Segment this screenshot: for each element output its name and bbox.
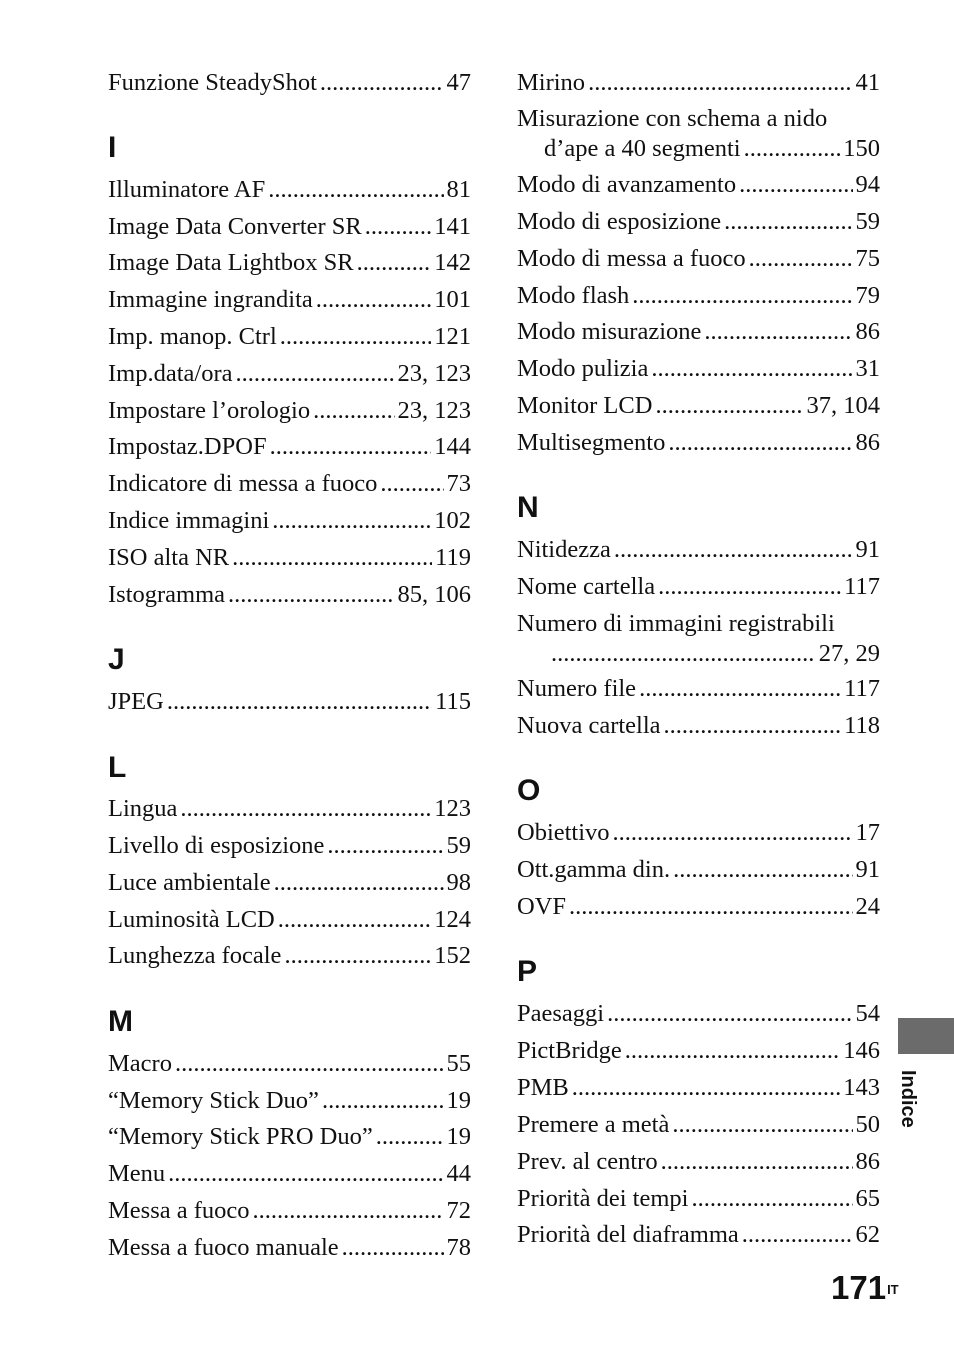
leader-dots — [551, 639, 816, 669]
index-pages: 144 — [434, 433, 471, 460]
leader-dots — [167, 687, 432, 717]
index-pages: 44 — [446, 1160, 471, 1187]
leader-dots — [236, 359, 395, 389]
leader-dots — [357, 248, 432, 278]
index-term: Nitidezza — [517, 536, 611, 563]
index-entry — [108, 359, 471, 389]
index-term: “Memory Stick PRO Duo” — [108, 1123, 373, 1150]
index-term: Premere a metà — [517, 1111, 670, 1138]
index-pages: 101 — [434, 286, 471, 313]
index-entry — [517, 244, 880, 274]
index-term: Modo di messa a fuoco — [517, 245, 746, 272]
index-entry — [517, 818, 880, 848]
leader-dots — [658, 572, 841, 602]
index-term: Immagine ingrandita — [108, 286, 313, 313]
leader-dots — [744, 134, 841, 164]
index-entry — [108, 1196, 471, 1226]
leader-dots — [742, 1220, 853, 1250]
index-term: Illuminatore AF — [108, 176, 266, 203]
index-pages: 102 — [434, 507, 471, 534]
leader-dots — [232, 543, 432, 573]
index-term: Paesaggi — [517, 1000, 605, 1027]
index-pages: 17 — [855, 819, 880, 846]
index-entry — [108, 212, 471, 242]
index-pages: 118 — [844, 712, 880, 739]
index-pages: 50 — [855, 1111, 880, 1138]
index-term: Image Data Lightbox SR — [108, 249, 354, 276]
index-term: Messa a fuoco manuale — [108, 1234, 339, 1261]
index-pages: 41 — [855, 69, 880, 96]
index-term: Livello di esposizione — [108, 832, 325, 859]
index-pages: 72 — [446, 1197, 471, 1224]
section-letter-i: I — [108, 131, 117, 164]
index-entry — [517, 391, 880, 421]
index-term: JPEG — [108, 688, 164, 715]
index-entry — [108, 1159, 471, 1189]
index-term: ISO alta NR — [108, 544, 230, 571]
side-section-label: Indice — [897, 1070, 919, 1128]
index-pages: 59 — [446, 832, 471, 859]
section-letter-p: P — [517, 955, 538, 988]
index-entry — [517, 317, 880, 347]
index-entry — [517, 1110, 880, 1140]
index-term: Priorità dei tempi — [517, 1185, 689, 1212]
index-entry — [108, 794, 471, 824]
index-term: Funzione SteadyShot — [108, 69, 317, 96]
leader-dots — [313, 396, 394, 426]
index-entry — [108, 248, 471, 278]
leader-dots — [280, 322, 431, 352]
index-term: Impostare l’orologio — [108, 397, 311, 424]
index-pages: 75 — [855, 245, 880, 272]
index-entry — [517, 281, 880, 311]
index-entry — [517, 354, 880, 384]
leader-dots — [268, 175, 443, 205]
index-entry — [517, 892, 880, 922]
index-pages: 24 — [855, 893, 880, 920]
index-pages: 37, 104 — [806, 392, 880, 419]
index-term: “Memory Stick Duo” — [108, 1087, 319, 1114]
index-entry — [108, 1122, 471, 1152]
index-term: Nuova cartella — [517, 712, 661, 739]
index-entry — [108, 432, 471, 462]
leader-dots — [613, 818, 853, 848]
index-term: OVF — [517, 893, 567, 920]
index-term: Modo pulizia — [517, 355, 649, 382]
index-pages: 62 — [855, 1221, 880, 1248]
index-entry — [517, 674, 880, 704]
index-pages: 94 — [855, 171, 880, 198]
index-pages: 91 — [855, 536, 880, 563]
index-pages: 59 — [855, 208, 880, 235]
index-entry — [517, 711, 880, 741]
section-letter-j: J — [108, 643, 125, 676]
index-term: Obiettivo — [517, 819, 610, 846]
index-entry — [517, 999, 880, 1029]
index-entry — [108, 905, 471, 935]
index-pages: 117 — [844, 675, 880, 702]
section-letter-l: L — [108, 751, 127, 784]
leader-dots — [342, 1233, 444, 1263]
index-term: Prev. al centro — [517, 1148, 658, 1175]
index-term: Priorità del diaframma — [517, 1221, 739, 1248]
index-entry — [108, 868, 471, 898]
index-term: Modo flash — [517, 282, 630, 309]
index-term: PictBridge — [517, 1037, 622, 1064]
index-pages: 117 — [844, 573, 880, 600]
index-entry — [108, 175, 471, 205]
index-term: Lunghezza focale — [108, 942, 282, 969]
leader-dots — [661, 1147, 853, 1177]
leader-dots — [270, 432, 432, 462]
index-term: Ott.gamma din. — [517, 856, 671, 883]
leader-dots — [749, 244, 853, 274]
index-pages: 141 — [434, 213, 471, 240]
leader-dots — [639, 674, 841, 704]
leader-dots — [724, 207, 852, 237]
index-entry — [108, 68, 471, 98]
index-pages: 78 — [446, 1234, 471, 1261]
index-term: Indice immagini — [108, 507, 270, 534]
leader-dots — [253, 1196, 444, 1226]
leader-dots — [322, 1086, 444, 1116]
index-term: Numero di immagini registrabili — [517, 610, 835, 637]
index-term: Istogramma — [108, 581, 226, 608]
index-pages: 142 — [434, 249, 471, 276]
leader-dots — [274, 868, 444, 898]
index-pages: 124 — [434, 906, 471, 933]
leader-dots — [625, 1036, 840, 1066]
leader-dots — [327, 831, 443, 861]
index-pages: 121 — [434, 323, 471, 350]
section-letter-o: O — [517, 774, 541, 807]
leader-dots — [704, 317, 852, 347]
page-number — [831, 1268, 899, 1308]
index-entry — [108, 322, 471, 352]
leader-dots — [168, 1159, 443, 1189]
index-entry — [108, 1233, 471, 1263]
leader-dots — [278, 905, 432, 935]
leader-dots — [365, 212, 431, 242]
index-term: Indicatore di messa a fuoco — [108, 470, 378, 497]
index-pages: 98 — [446, 869, 471, 896]
index-pages: 150 — [843, 135, 880, 162]
index-term: Macro — [108, 1050, 172, 1077]
index-entry — [517, 1147, 880, 1177]
index-entry — [517, 1220, 880, 1250]
index-term: Modo misurazione — [517, 318, 702, 345]
leader-dots — [228, 580, 394, 610]
leader-dots — [673, 855, 852, 885]
index-entry — [108, 506, 471, 536]
leader-dots — [180, 794, 431, 824]
index-term: PMB — [517, 1074, 569, 1101]
leader-dots — [739, 170, 852, 200]
index-entry — [108, 396, 471, 426]
index-entry — [108, 580, 471, 610]
index-entry — [108, 285, 471, 315]
leader-dots — [632, 281, 852, 311]
index-term: Misurazione con schema a nido — [517, 105, 828, 132]
index-entry — [108, 941, 471, 971]
index-pages: 152 — [434, 942, 471, 969]
index-term: Imp.data/ora — [108, 360, 233, 387]
index-pages: 119 — [435, 544, 471, 571]
index-pages: 31 — [855, 355, 880, 382]
index-pages: 23, 123 — [397, 397, 471, 424]
index-term: Lingua — [108, 795, 178, 822]
index-entry — [517, 68, 880, 98]
index-pages: 123 — [434, 795, 471, 822]
index-entry — [517, 170, 880, 200]
index-term: Numero file — [517, 675, 637, 702]
index-pages: 23, 123 — [397, 360, 471, 387]
index-entry — [517, 1036, 880, 1066]
leader-dots — [569, 892, 852, 922]
index-term: Luce ambientale — [108, 869, 271, 896]
index-entry — [108, 1049, 471, 1079]
leader-dots — [607, 999, 852, 1029]
leader-dots — [380, 469, 443, 499]
index-term: Multisegmento — [517, 429, 666, 456]
index-entry — [108, 687, 471, 717]
leader-dots — [614, 535, 853, 565]
leader-dots — [272, 506, 431, 536]
index-pages: 81 — [446, 176, 471, 203]
leader-dots — [588, 68, 852, 98]
index-pages: 73 — [446, 470, 471, 497]
index-term: Luminosità LCD — [108, 906, 275, 933]
index-term-continued: d’ape a 40 segmenti — [544, 135, 741, 162]
index-pages: 86 — [855, 429, 880, 456]
index-entry — [517, 1184, 880, 1214]
index-entry — [108, 469, 471, 499]
index-entry — [517, 609, 880, 669]
index-entry — [517, 535, 880, 565]
index-pages: 27, 29 — [818, 640, 880, 667]
index-pages: 19 — [446, 1123, 471, 1150]
index-entry — [108, 1086, 471, 1116]
index-pages: 91 — [855, 856, 880, 883]
index-pages: 79 — [855, 282, 880, 309]
index-pages: 85, 106 — [397, 581, 471, 608]
index-pages: 146 — [843, 1037, 880, 1064]
index-term: Messa a fuoco — [108, 1197, 250, 1224]
index-entry — [108, 543, 471, 573]
leader-dots — [672, 1110, 852, 1140]
leader-dots — [668, 428, 852, 458]
leader-dots — [664, 711, 842, 741]
index-term: Impostaz.DPOF — [108, 433, 267, 460]
index-term: Mirino — [517, 69, 586, 96]
index-pages: 86 — [855, 1148, 880, 1175]
leader-dots — [376, 1122, 444, 1152]
index-term: Monitor LCD — [517, 392, 653, 419]
index-term: Modo di avanzamento — [517, 171, 737, 198]
section-letter-n: N — [517, 491, 539, 524]
leader-dots — [320, 68, 444, 98]
leader-dots — [284, 941, 431, 971]
leader-dots — [572, 1073, 840, 1103]
index-entry — [517, 855, 880, 885]
index-pages: 55 — [446, 1050, 471, 1077]
index-term: Menu — [108, 1160, 166, 1187]
index-entry — [517, 1073, 880, 1103]
leader-dots — [316, 285, 431, 315]
index-pages: 47 — [446, 69, 471, 96]
index-entry — [517, 207, 880, 237]
leader-dots — [691, 1184, 852, 1214]
index-entry — [108, 831, 471, 861]
leader-dots — [651, 354, 852, 384]
index-entry — [517, 428, 880, 458]
index-term: Imp. manop. Ctrl — [108, 323, 277, 350]
index-entry — [517, 104, 880, 164]
index-pages: 143 — [843, 1074, 880, 1101]
leader-dots — [175, 1049, 444, 1079]
index-term: Modo di esposizione — [517, 208, 722, 235]
section-tab-marker — [898, 1018, 954, 1054]
leader-dots — [655, 391, 803, 421]
index-term: Nome cartella — [517, 573, 656, 600]
index-pages: 65 — [855, 1185, 880, 1212]
index-pages: 54 — [855, 1000, 880, 1027]
index-entry — [517, 572, 880, 602]
page-language-suffix: IT — [887, 1282, 899, 1297]
index-pages: 115 — [435, 688, 471, 715]
page-number-value: 171 — [831, 1269, 887, 1306]
index-pages: 19 — [446, 1087, 471, 1114]
section-letter-m: M — [108, 1005, 133, 1038]
index-term: Image Data Converter SR — [108, 213, 362, 240]
index-pages: 86 — [855, 318, 880, 345]
